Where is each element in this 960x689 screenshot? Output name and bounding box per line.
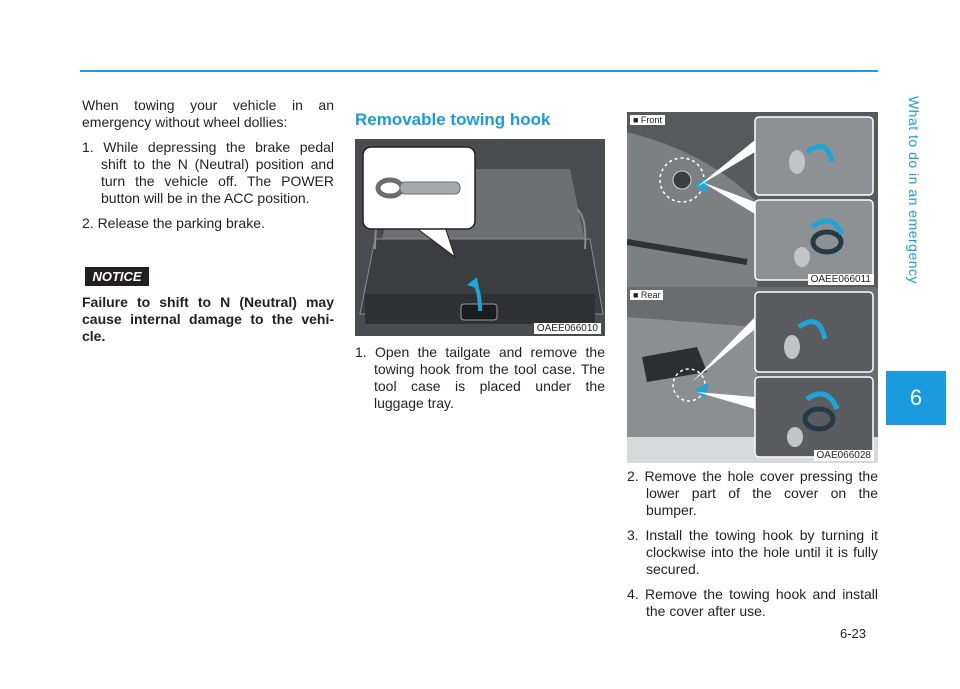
step-1-tailgate: 1. Open the tailgate and remove the towing hook from the tool case. The tool case is placed under the luggage tray. xyxy=(355,344,605,411)
chapter-side-title xyxy=(896,30,932,350)
column-3 xyxy=(627,468,878,628)
intro-paragraph: When towing your vehicle in an emergency without wheel dollies: xyxy=(82,97,334,130)
page-number: 6-23 xyxy=(840,626,867,641)
luggage-illustration xyxy=(355,139,605,336)
front-bumper-illustration xyxy=(627,112,878,287)
rear-label: ■ Rear xyxy=(630,290,663,300)
rear-cover-detail xyxy=(755,292,873,372)
front-label: ■ Front xyxy=(630,115,665,125)
figure-code: OAEE066010 xyxy=(534,323,601,334)
cover-detail xyxy=(755,117,873,195)
step-2: 2. Release the parking brake. xyxy=(82,215,265,231)
step-4-remove: 4. Remove the towing hook and install the cover after use. xyxy=(627,586,878,619)
side-title-text: What to do in an emergency xyxy=(906,95,923,285)
column-1 xyxy=(82,97,334,240)
rear-hook-detail xyxy=(755,377,873,457)
step-2-cover: 2. Remove the hole cover pressing the lower part of the cover on the bumper. xyxy=(627,468,878,518)
header-rule xyxy=(80,70,878,72)
column-2 xyxy=(355,344,605,420)
chapter-tab[interactable]: 6 xyxy=(886,371,946,425)
rear-figure xyxy=(627,287,878,463)
notice-text: Failure to shift to N (Neutral) may cause internal damage to the vehi-cle. xyxy=(82,294,334,344)
notice-badge: NOTICE xyxy=(85,267,149,286)
step-1: 1. While depressing the brake pedal shift to the N (Neutral) position and turn the vehicle off. The POWER button will be in the ACC position. xyxy=(82,139,334,206)
rear-bumper-illustration xyxy=(627,287,878,463)
front-figure-code: OAEE066011 xyxy=(808,274,874,285)
rear-figure-code: OAE066028 xyxy=(814,450,875,461)
luggage-figure xyxy=(355,139,605,336)
front-figure xyxy=(627,112,878,287)
section-title: Removable towing hook xyxy=(355,110,551,129)
step-3-install: 3. Install the towing hook by turning it clockwise into the hole until it is fully secured. xyxy=(627,527,878,577)
